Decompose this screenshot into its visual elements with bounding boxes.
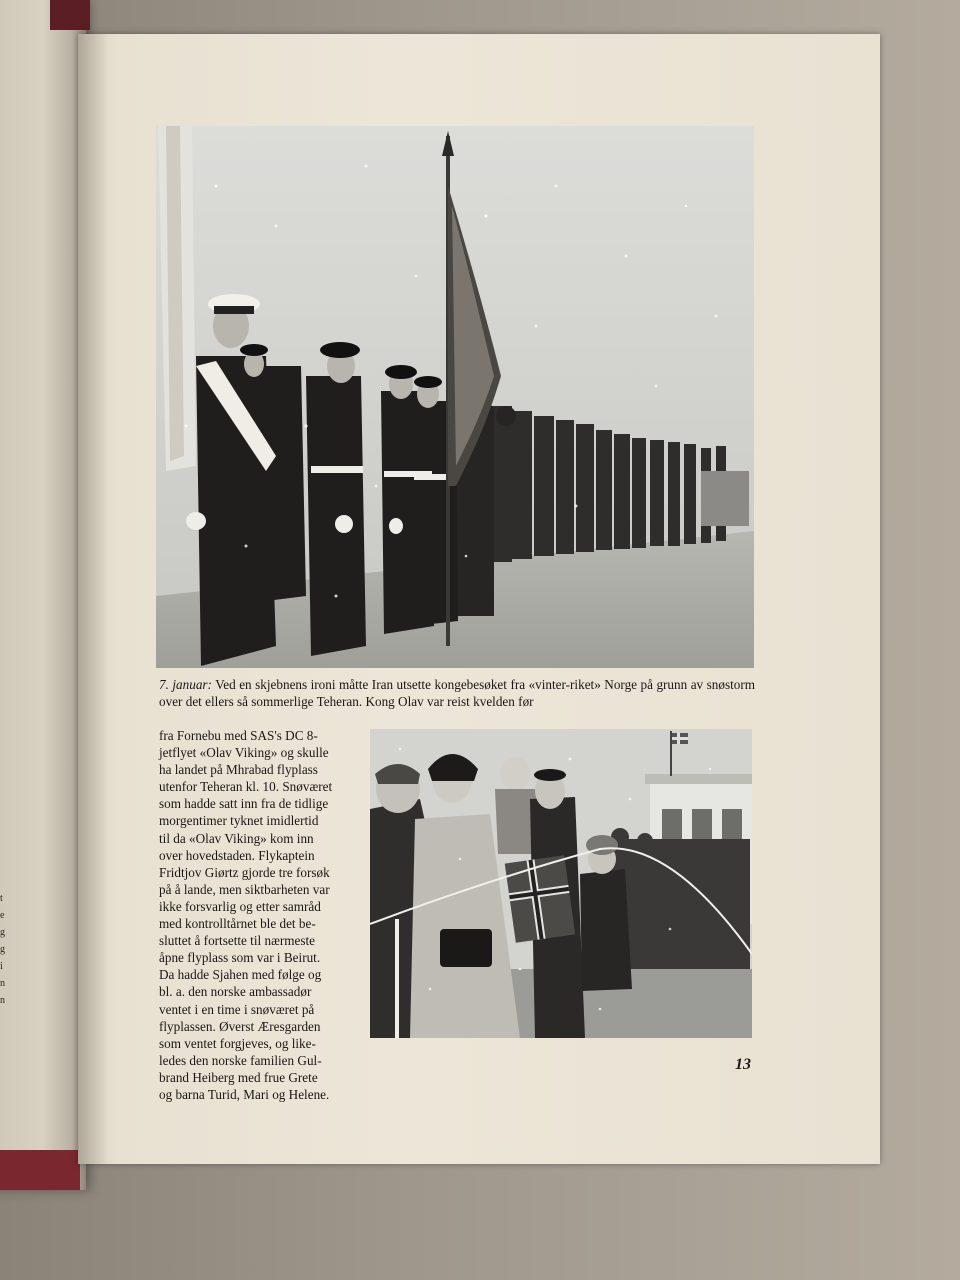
caption-line: bl. a. den norske ambassadør bbox=[159, 984, 312, 1000]
caption-line: til da «Olav Viking» kom inn bbox=[159, 830, 314, 846]
honor-guard-illustration bbox=[156, 126, 754, 668]
left-edge-letter: t bbox=[0, 893, 3, 904]
caption-line: sluttet å fortsette til nærmeste bbox=[159, 933, 316, 949]
caption-line: Fridtjov Giørtz gjorde tre forsøk bbox=[159, 864, 330, 880]
left-edge-letter: g bbox=[0, 944, 5, 955]
caption-intro-line: på grunn av snøstorm over det ellers så sommerlige Teheran. Kong Olav var reist kvelden før bbox=[159, 677, 755, 709]
caption-line: morgentimer tyknet imidlertid bbox=[159, 813, 319, 829]
caption-line: som ventet forgjeves, og like- bbox=[159, 1035, 316, 1051]
left-edge-letter: n bbox=[0, 978, 5, 989]
left-edge-letter: n bbox=[0, 995, 5, 1006]
caption-line: ventet i en time i snøværet på bbox=[159, 1001, 315, 1017]
family-with-flags-illustration bbox=[370, 729, 752, 1038]
left-page bbox=[0, 0, 86, 1190]
caption-line: åpne flyplass som var i Beirut. bbox=[159, 950, 321, 966]
caption-intro-line: Ved en skjebnens ironi måtte Iran utsette kongebesøket fra «vinter-riket» Norge bbox=[215, 677, 638, 692]
page-number: 13 bbox=[735, 1056, 751, 1073]
caption-line: utenfor Teheran kl. 10. Snøværet bbox=[159, 779, 333, 795]
caption-line: på å lande, men siktbarheten var bbox=[159, 881, 330, 897]
caption-line: fra Fornebu med SAS's DC 8- bbox=[159, 728, 318, 743]
left-page-cut-text bbox=[0, 890, 16, 1009]
caption-date: 7. januar: bbox=[159, 677, 212, 692]
honor-guard-photo bbox=[156, 126, 754, 668]
caption-line: med kontrolltårnet ble det be- bbox=[159, 916, 316, 932]
caption-line: over hovedstaden. Flykaptein bbox=[159, 847, 315, 863]
caption-line: brand Heiberg med frue Grete bbox=[159, 1069, 318, 1085]
caption-line: ledes den norske familien Gul- bbox=[159, 1052, 322, 1068]
caption-intro bbox=[159, 676, 755, 710]
caption-line: som hadde satt inn fra de tidlige bbox=[159, 796, 329, 812]
caption-line: jetflyet «Olav Viking» og skulle bbox=[159, 745, 329, 761]
left-edge-letter: i bbox=[0, 961, 3, 972]
family-with-flags-photo bbox=[370, 729, 752, 1038]
caption-line: ikke forsvarlig og etter samråd bbox=[159, 898, 321, 914]
caption-line: ha landet på Mhrabad flyplass bbox=[159, 762, 318, 778]
book-cover-bottom bbox=[0, 1150, 80, 1190]
caption-line: flyplassen. Øverst Æresgarden bbox=[159, 1018, 321, 1034]
book-cover-edge bbox=[50, 0, 90, 30]
gutter-shadow bbox=[78, 34, 108, 1164]
caption-column bbox=[159, 727, 360, 1103]
left-edge-letter: e bbox=[0, 910, 5, 921]
left-edge-letter: g bbox=[0, 927, 5, 938]
caption-line: og barna Turid, Mari og Helene. bbox=[159, 1086, 330, 1102]
caption-line: Da hadde Sjahen med følge og bbox=[159, 967, 322, 983]
